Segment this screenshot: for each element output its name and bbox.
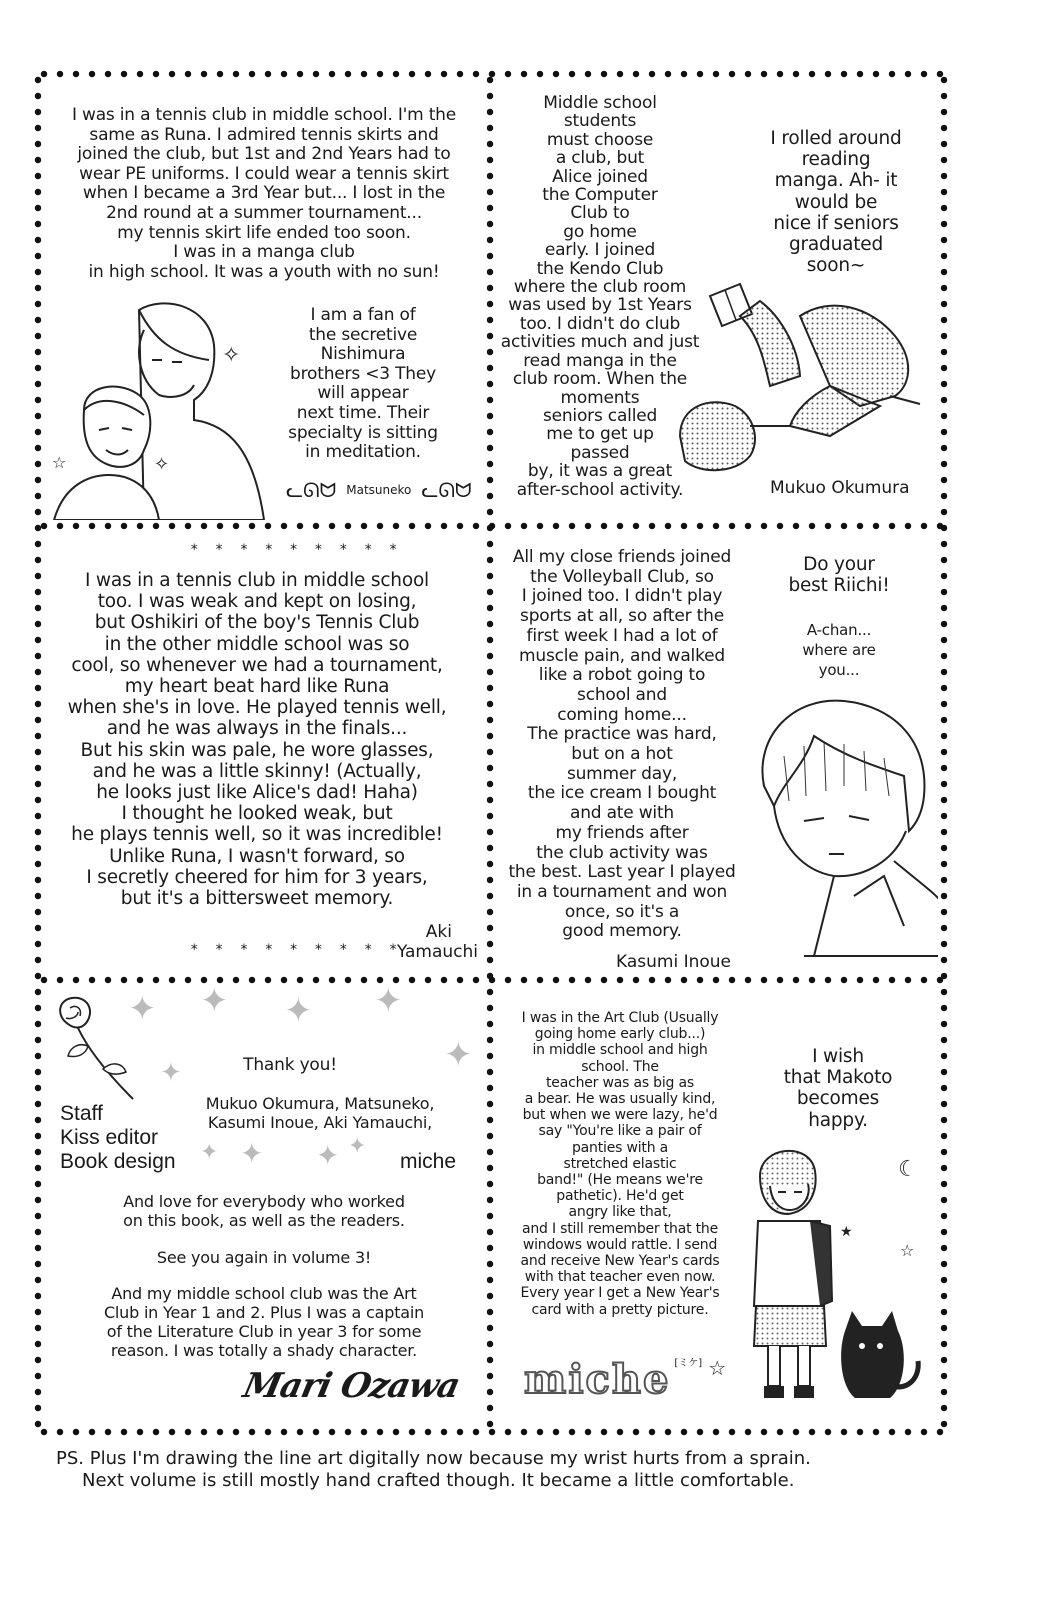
text-line: will appear bbox=[317, 383, 409, 404]
text-line: I thought he looked weak, but bbox=[121, 803, 393, 825]
svg-text:☆: ☆ bbox=[52, 453, 67, 472]
sparkle-icon: ✦ bbox=[160, 1058, 182, 1088]
story-text bbox=[44, 570, 470, 909]
text-line: I wish bbox=[812, 1046, 864, 1067]
text-line: and I still remember that the bbox=[522, 1220, 718, 1237]
text-line: But his skin was pale, he wore glasses, bbox=[80, 739, 434, 761]
text-line: was used by 1st Years bbox=[508, 295, 692, 316]
text-line: you... bbox=[818, 661, 860, 679]
text-line: seniors called bbox=[542, 405, 658, 426]
svg-text:✧: ✧ bbox=[154, 454, 170, 475]
text-line: but on a hot bbox=[571, 744, 673, 765]
text-line: going home early club...) bbox=[534, 1026, 706, 1043]
aside-text bbox=[258, 306, 468, 463]
text-line: Staff bbox=[60, 1102, 103, 1125]
sparkle-icon: ✦ bbox=[240, 1137, 264, 1170]
aside-text bbox=[770, 1046, 906, 1131]
text-line: Book design bbox=[60, 1150, 176, 1173]
text-line: becomes bbox=[796, 1088, 880, 1110]
story-text bbox=[494, 94, 706, 499]
text-line: and receive New Year's cards bbox=[520, 1253, 720, 1270]
text-line: Mukuo Okumura, Matsuneko, bbox=[205, 1094, 435, 1113]
signature-matsuneko bbox=[286, 478, 484, 502]
cat-face-icon: ᓚᘏᗢ bbox=[286, 478, 337, 502]
text-line: I rolled around bbox=[770, 128, 902, 149]
text-line: specialty is sitting bbox=[288, 422, 438, 443]
sparkle-icon: ✦ bbox=[200, 986, 229, 1021]
text-line: Kiss editor bbox=[60, 1126, 159, 1149]
text-line: Every year I get a New Year's bbox=[520, 1285, 720, 1302]
author-signature: Mari Ozawa bbox=[239, 1366, 463, 1406]
text-line: the ice cream I bought bbox=[527, 783, 717, 804]
text-line: my friends after bbox=[555, 822, 689, 843]
story-text bbox=[494, 548, 750, 942]
text-line: good memory. bbox=[562, 921, 682, 942]
author-name: Matsuneko bbox=[346, 483, 412, 497]
sparkle-icon: ✦ bbox=[444, 1035, 473, 1075]
text-line: reason. I was totally a shady character. bbox=[110, 1341, 418, 1360]
text-line: I was in a manga club bbox=[173, 242, 355, 263]
story-text bbox=[44, 106, 484, 282]
text-line: 2nd round at a summer tournament... bbox=[106, 202, 422, 223]
svg-text:✧: ✧ bbox=[222, 343, 241, 368]
text-line: my tennis skirt life ended too soon. bbox=[117, 222, 411, 243]
thanks-names bbox=[190, 1094, 450, 1132]
author-name: Mukuo Okumura bbox=[770, 478, 910, 498]
text-line: the Computer bbox=[542, 185, 658, 206]
boy-portrait-illustration bbox=[744, 696, 938, 956]
text-line: I secretly cheered for him for 3 years, bbox=[86, 866, 428, 888]
text-line: windows would rattle. I send bbox=[522, 1236, 718, 1253]
text-line: brothers <3 They bbox=[290, 363, 436, 384]
story-text bbox=[494, 1010, 746, 1318]
text-line: the best. Last year I played bbox=[508, 862, 736, 883]
text-line: first week I had a lot of bbox=[526, 625, 718, 646]
designer-name: miche bbox=[400, 1150, 457, 1173]
text-line: he looks just like Alice's dad! Haha) bbox=[96, 782, 418, 804]
text-line: where the club room bbox=[513, 277, 687, 298]
text-line: and he was a little skinny! (Actually, bbox=[92, 760, 422, 782]
text-line: manga. Ah- it bbox=[774, 170, 898, 192]
text-line: in a tournament and won bbox=[516, 881, 728, 902]
text-line: the Volleyball Club, so bbox=[530, 566, 714, 587]
text-line: nice if seniors bbox=[773, 212, 899, 234]
text-line: wear PE uniforms. I could wear a tennis skirt bbox=[79, 163, 449, 184]
text-line: the Kendo Club bbox=[536, 258, 664, 279]
svg-text:★: ★ bbox=[840, 1224, 853, 1240]
text-line: happy. bbox=[808, 1109, 868, 1131]
text-line: on this book, as well as the readers. bbox=[123, 1211, 405, 1230]
text-line: All my close friends joined bbox=[512, 547, 732, 567]
panel-bottom-left bbox=[44, 986, 484, 1426]
author-name-line: Aki bbox=[425, 922, 452, 942]
text-line: I was in a tennis club in middle school bbox=[85, 570, 429, 591]
star-icon: ☆ bbox=[708, 1356, 727, 1380]
text-line: of the Literature Club in year 3 for some bbox=[106, 1322, 422, 1341]
text-line: too. I was weak and kept on losing, bbox=[97, 591, 417, 613]
panel-top-right bbox=[494, 80, 938, 520]
text-line: read manga in the bbox=[523, 350, 677, 371]
staff-credits bbox=[60, 1102, 200, 1174]
text-line: muscle pain, and walked bbox=[519, 645, 725, 666]
text-line: cool, so whenever we had a tournament, bbox=[71, 654, 443, 676]
text-line: Alice joined bbox=[552, 166, 648, 187]
text-line: band!" (He means we're bbox=[537, 1172, 703, 1189]
text-line: summer day, bbox=[566, 763, 678, 784]
text-line: when she's in love. He played tennis well, bbox=[67, 697, 447, 719]
author-name bbox=[378, 922, 478, 962]
panel-middle-left bbox=[44, 532, 484, 974]
text-line: moments bbox=[560, 387, 640, 408]
text-line: the club activity was bbox=[536, 842, 708, 863]
text-line: A-chan... bbox=[806, 621, 872, 639]
text-line: stretched elastic bbox=[563, 1155, 677, 1172]
love-text bbox=[64, 1192, 464, 1230]
text-line: Club to bbox=[570, 203, 630, 224]
text-line: PS. Plus I'm drawing the line art digitally now because my wrist hurts from a sprain. bbox=[56, 1448, 811, 1469]
text-line: once, so it's a bbox=[564, 901, 680, 922]
aside-text bbox=[744, 128, 928, 276]
text-line: And my middle school club was the Art bbox=[111, 1284, 417, 1303]
text-line: angry like that, bbox=[568, 1204, 672, 1221]
text-line: Unlike Runa, I wasn't forward, so bbox=[109, 845, 405, 867]
text-line: early. I joined bbox=[544, 240, 656, 261]
text-line: the secretive bbox=[308, 324, 418, 345]
text-line: Middle school bbox=[543, 93, 657, 113]
miche-logo-text: miche bbox=[524, 1356, 671, 1403]
svg-text:☆: ☆ bbox=[900, 1241, 915, 1260]
text-line: best Riichi! bbox=[788, 575, 890, 597]
text-line: I joined too. I didn't play bbox=[521, 586, 723, 607]
text-line: Nishimura bbox=[320, 344, 406, 365]
text-line: students bbox=[563, 111, 637, 132]
star-divider-bottom: * * * * * * * * * bbox=[190, 942, 402, 958]
text-line: go home bbox=[563, 221, 637, 242]
text-line: I was in a tennis club in middle school. I'm the bbox=[71, 105, 457, 125]
person-reading-manga-illustration bbox=[680, 276, 930, 476]
text-line: reading bbox=[801, 149, 871, 171]
cat-face-icon: ᓚᘏᗢ bbox=[421, 478, 472, 502]
text-line: passed bbox=[570, 442, 630, 463]
text-line: in high school. It was a youth with no sun! bbox=[88, 261, 440, 282]
text-line: Kasumi Inoue, Aki Yamauchi, bbox=[207, 1113, 433, 1132]
text-line: And love for everybody who worked bbox=[123, 1192, 405, 1211]
text-line: joined the club, but 1st and 2nd Years had to bbox=[77, 144, 451, 165]
text-line: with that teacher even now. bbox=[524, 1269, 716, 1286]
text-line: card with a pretty picture. bbox=[531, 1301, 709, 1318]
text-line: activities much and just bbox=[500, 332, 700, 353]
panel-top-left bbox=[44, 80, 484, 520]
text-line: in middle school and high bbox=[532, 1042, 708, 1059]
text-line: must choose bbox=[546, 129, 654, 150]
text-line: in meditation. bbox=[305, 442, 421, 463]
text-line: but when we were lazy, he'd bbox=[522, 1107, 718, 1124]
text-line: where are bbox=[802, 641, 876, 659]
text-line: school and bbox=[577, 684, 667, 705]
sparkle-icon: ✦ bbox=[316, 1139, 340, 1172]
svg-text:☾: ☾ bbox=[898, 1157, 918, 1182]
thanks-text: Thank you! bbox=[243, 1055, 337, 1075]
text-line: that Makoto bbox=[783, 1067, 893, 1089]
text-line: when I became a 3rd Year but... I lost in the bbox=[82, 183, 446, 204]
text-line: would be bbox=[794, 191, 878, 213]
text-line: after-school activity. bbox=[516, 479, 684, 500]
aside-text-riichi bbox=[774, 554, 904, 596]
text-line: graduated bbox=[788, 234, 884, 256]
text-line: too. I didn't do club bbox=[519, 313, 681, 334]
text-line: panties with a bbox=[571, 1139, 668, 1156]
two-characters-illustration bbox=[44, 300, 274, 520]
text-line: say "You're like a pair of bbox=[538, 1123, 702, 1140]
text-line: me to get up bbox=[546, 424, 654, 445]
text-line: pathetic). He'd get bbox=[556, 1188, 684, 1205]
text-line: I am a fan of bbox=[310, 305, 416, 325]
text-line: Club in Year 1 and 2. Plus I was a captain bbox=[103, 1303, 425, 1322]
miche-logo bbox=[524, 1356, 726, 1403]
author-name-line: Yamauchi bbox=[396, 942, 478, 962]
sparkle-icon: ✦ bbox=[374, 986, 403, 1021]
text-line: my heart beat hard like Runa bbox=[124, 676, 390, 698]
star-divider-top: * * * * * * * * * bbox=[190, 542, 402, 558]
miche-logo-furigana: [ミケ] bbox=[674, 1358, 703, 1369]
text-line: club room. When the bbox=[512, 369, 688, 390]
boy-and-cat-illustration bbox=[740, 1136, 930, 1406]
text-line: soon~ bbox=[806, 255, 866, 277]
text-line: sports at all, so after the bbox=[520, 606, 724, 627]
sparkle-icon: ✦ bbox=[284, 991, 313, 1031]
see-you-text: See you again in volume 3! bbox=[156, 1248, 372, 1267]
text-line: coming home... bbox=[557, 704, 687, 725]
text-line: Next volume is still mostly hand crafted though. It became a little comfortable. bbox=[82, 1470, 795, 1491]
text-line: by, it was a great bbox=[527, 461, 673, 482]
text-line: school. The bbox=[581, 1058, 659, 1075]
postscript bbox=[56, 1448, 956, 1492]
text-line: he plays tennis well, so it was incredible! bbox=[71, 824, 443, 846]
sparkle-icon: ✦ bbox=[128, 989, 157, 1029]
author-name: Kasumi Inoue bbox=[616, 952, 732, 972]
text-line: in the other middle school was so bbox=[104, 633, 410, 655]
panel-middle-right bbox=[494, 532, 938, 974]
text-line: but Oshikiri of the boy's Tennis Club bbox=[94, 612, 420, 634]
text-line: like a robot going to bbox=[538, 665, 706, 686]
text-line: but it's a bittersweet memory. bbox=[120, 888, 394, 910]
text-line: Do your bbox=[803, 554, 875, 575]
aside-text-achan bbox=[784, 620, 894, 680]
rose-icon bbox=[48, 994, 138, 1104]
panel-bottom-right bbox=[494, 986, 938, 1426]
text-line: next time. Their bbox=[296, 402, 430, 423]
text-line: and ate with bbox=[570, 803, 674, 824]
text-line: teacher was as big as bbox=[546, 1074, 694, 1091]
club-text bbox=[64, 1284, 464, 1360]
text-line: and he was always in the finals... bbox=[106, 718, 408, 740]
sparkle-icon: ✦ bbox=[200, 1140, 219, 1165]
text-line: same as Runa. I admired tennis skirts and bbox=[89, 124, 439, 145]
text-line: a club, but bbox=[555, 148, 645, 169]
text-line: The practice was hard, bbox=[527, 724, 717, 745]
text-line: I was in the Art Club (Usually bbox=[521, 1010, 719, 1026]
text-line: a bear. He was usually kind, bbox=[524, 1091, 716, 1108]
sparkle-icon: ✦ bbox=[348, 1134, 367, 1159]
